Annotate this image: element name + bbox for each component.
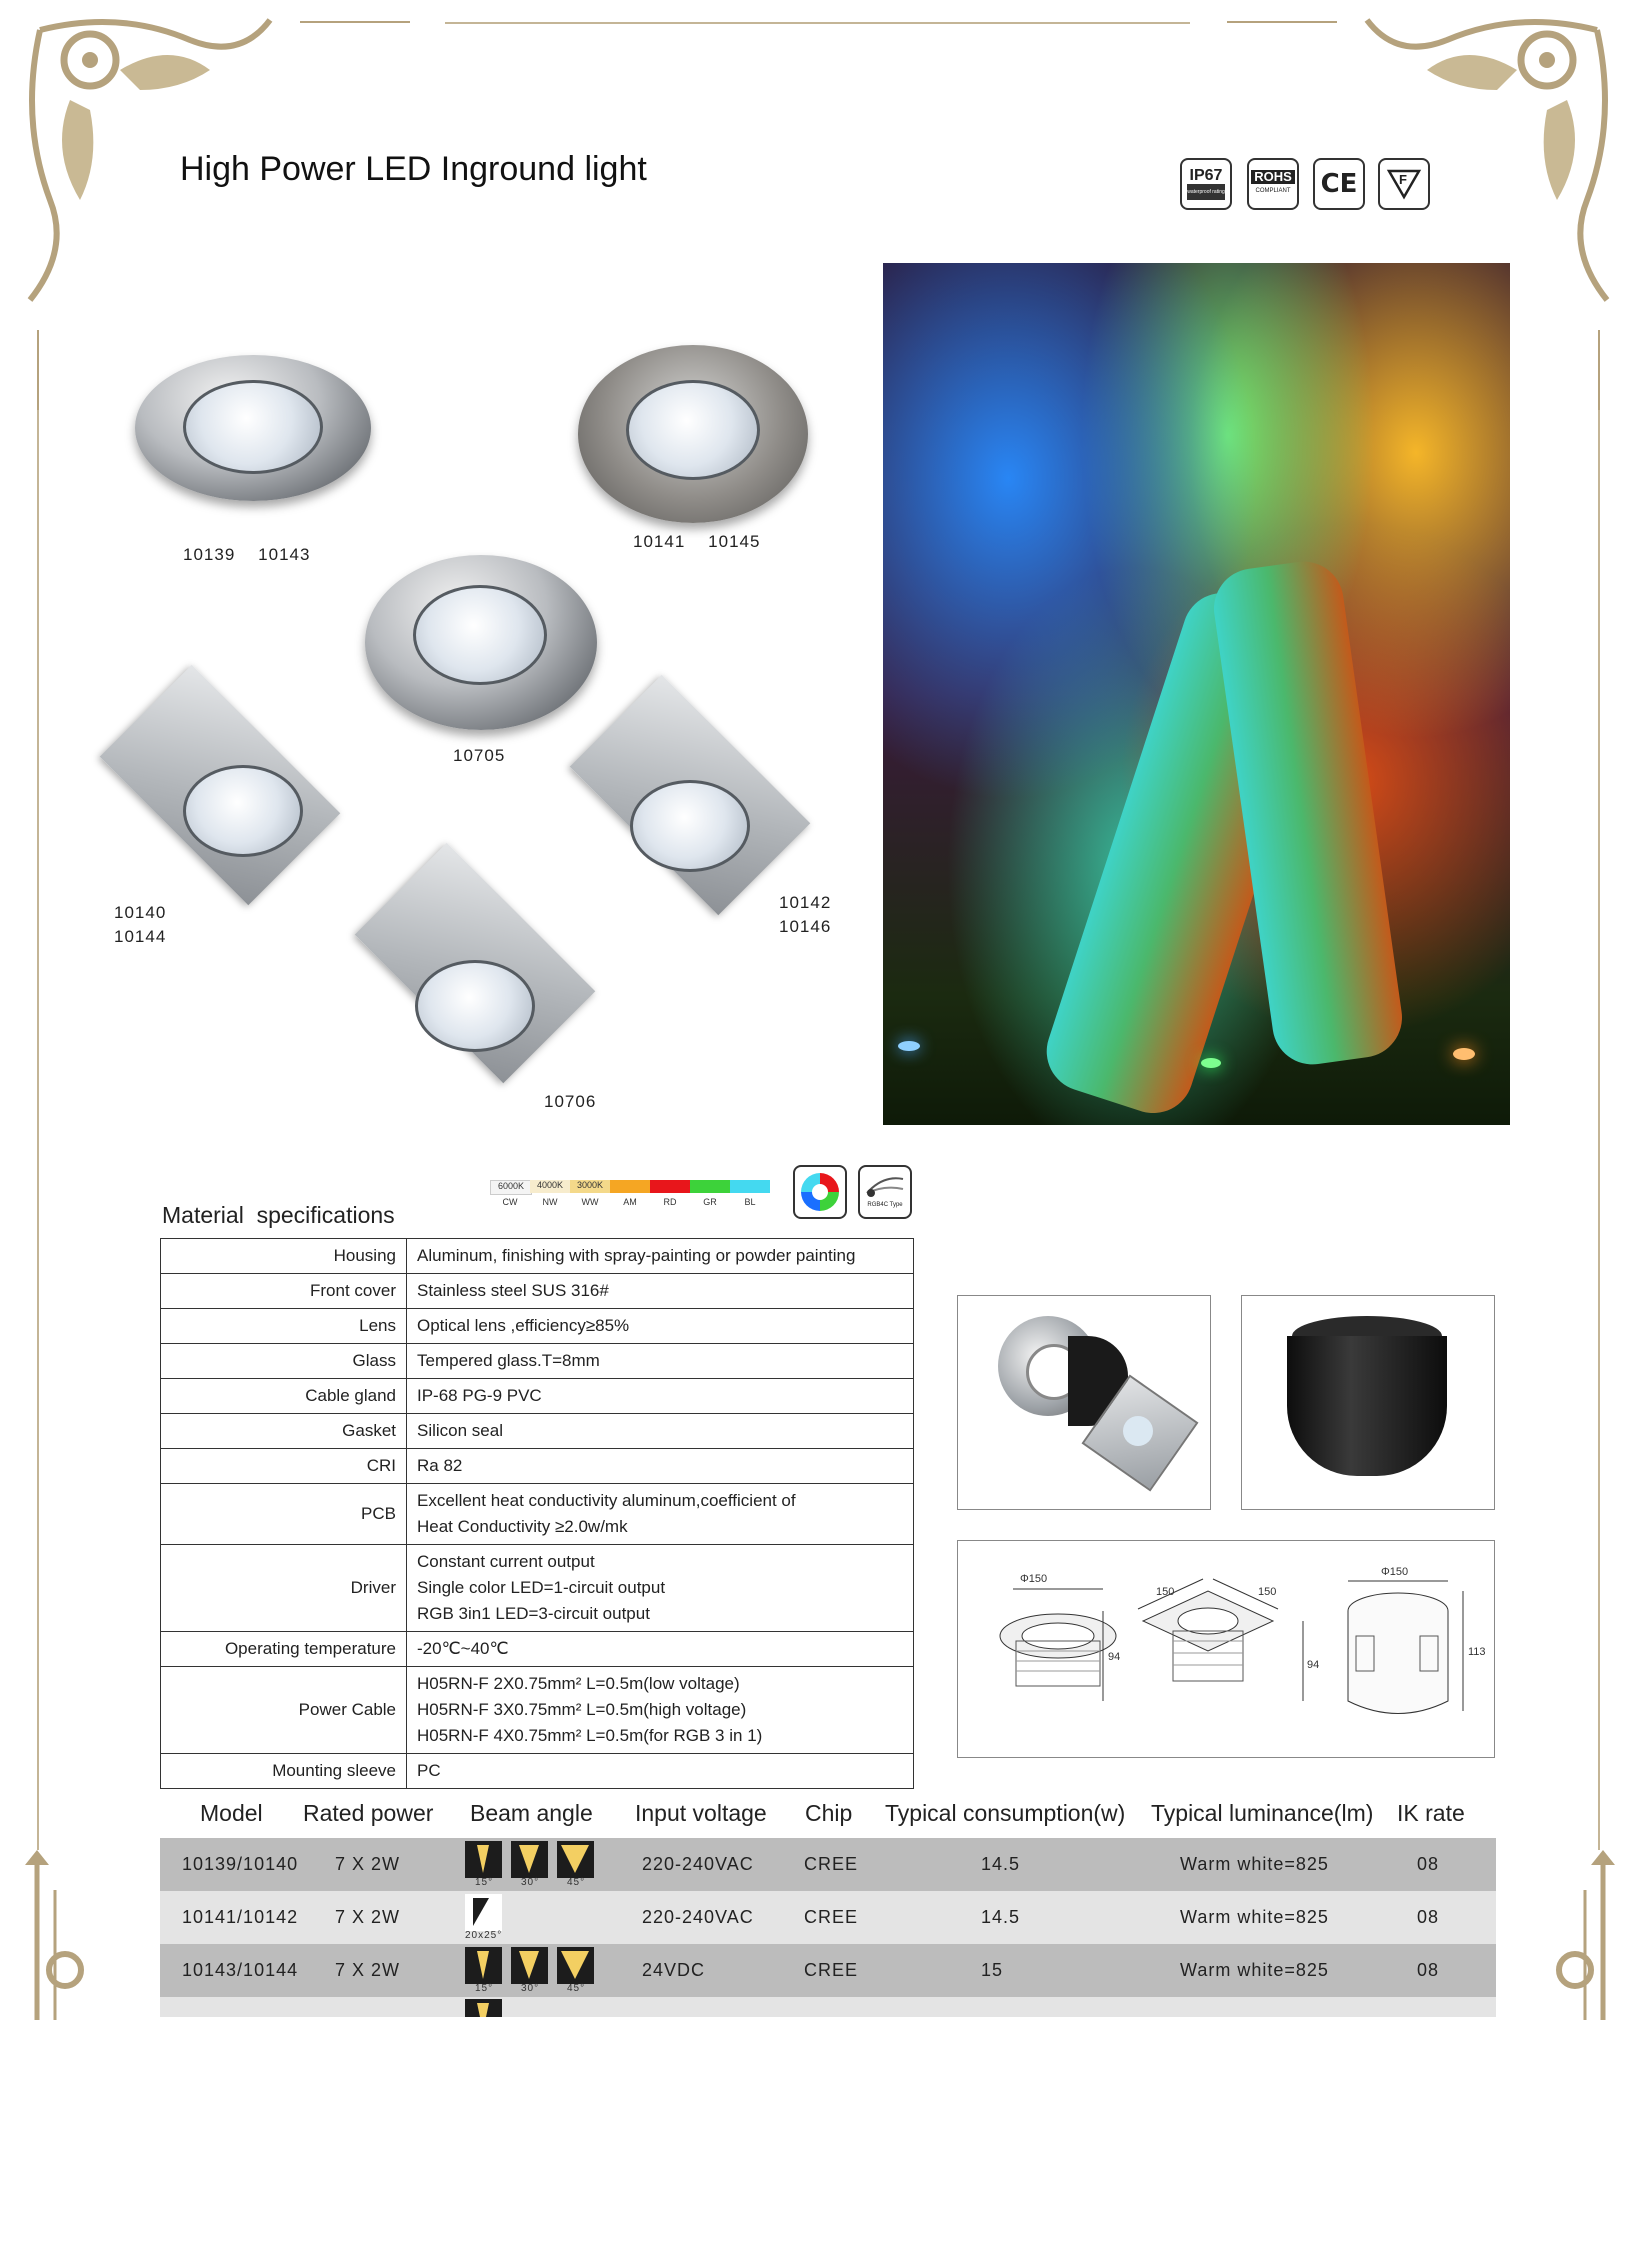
cell-input-voltage: 220-240VAC — [642, 1854, 754, 1874]
table-row — [160, 1838, 1496, 1891]
page-title: High Power LED Inground light — [180, 150, 647, 188]
beam-label: 45° — [567, 1983, 586, 1994]
beam-icon-partial — [465, 1999, 502, 2017]
sleeve-height-label: 113 — [1468, 1646, 1486, 1658]
beam-label: 30° — [521, 1877, 540, 1888]
swatch-nw: 4000K — [530, 1180, 570, 1193]
cell-luminance: Warm white=825 — [1180, 1854, 1329, 1874]
swatch-ww: 3000K — [570, 1180, 610, 1193]
swatch-label-ww: WW — [581, 1197, 599, 1207]
material-specifications-table — [160, 1238, 914, 1789]
swatch-am — [610, 1180, 650, 1193]
material-specifications-title: Material specifications — [162, 1202, 395, 1228]
left-border-line — [37, 410, 39, 1850]
rgb-color-wheel-icon — [793, 1165, 847, 1219]
lamp-with-sleeve-image — [957, 1295, 1211, 1510]
round-lamp-a-caption: 10139 10143 — [183, 545, 311, 564]
ip67-sublabel: waterproof rating — [1187, 184, 1225, 200]
beam-angle-icons — [465, 1838, 605, 1891]
square-lamp-a-caption-1: 10140 — [114, 903, 167, 922]
round-lamp-image-c — [365, 555, 597, 730]
cell-model: 10141/10142 — [182, 1907, 299, 1927]
beam-label: 15° — [475, 1877, 494, 1888]
beam-15-icon — [465, 1841, 502, 1878]
table-row: Operating temperature -20℃~40℃ — [161, 1632, 914, 1667]
table-row: Power Cable H05RN-F 2X0.75mm² L=0.5m(low voltage) H05RN-F 3X0.75mm² L=0.5m(high voltage) H05RN-F 4X0.75mm² L=0.5m(for RGB 3 in 1) — [161, 1667, 914, 1754]
round-lamp-b-caption: 10141 10145 — [633, 532, 761, 551]
beam-label: 45° — [567, 1877, 586, 1888]
cell-luminance: Warm white=825 — [1180, 1907, 1329, 1927]
top-divider-line — [445, 22, 1190, 24]
beam-label: 15° — [475, 1983, 494, 1994]
beam-45-icon — [557, 1947, 594, 1984]
rohs-label: ROHS — [1251, 170, 1295, 184]
table-row: Housing Aluminum, finishing with spray-painting or powder painting — [161, 1239, 914, 1274]
cell-luminance: Warm white=825 — [1180, 1960, 1329, 1980]
beam-30-icon — [511, 1841, 548, 1878]
f-mark-certification-badge — [1378, 158, 1430, 210]
swatch-rd — [650, 1180, 690, 1193]
table-row: Cable gland IP-68 PG-9 PVC — [161, 1379, 914, 1414]
cell-consumption: 15 — [981, 1960, 1004, 1980]
beam-label: 20x25° — [465, 1930, 503, 1941]
square-lamp-b-lens — [630, 780, 750, 872]
swatch-label-nw: NW — [542, 1197, 558, 1207]
table-row — [160, 1944, 1496, 1997]
table-row: Driver Constant current output Single color LED=1-circuit output RGB 3in1 LED=3-circuit output — [161, 1545, 914, 1632]
cell-chip: CREE — [804, 1960, 859, 1980]
table-row: Gasket Silicon seal — [161, 1414, 914, 1449]
swatch-label-rd: RD — [663, 1197, 677, 1207]
table-row: Front cover Stainless steel SUS 316# — [161, 1274, 914, 1309]
cell-rated-power: 7 X 2W — [335, 1907, 401, 1927]
round-height-label: 94 — [1108, 1651, 1121, 1663]
cell-chip: CREE — [804, 1907, 859, 1927]
square-lamp-a-caption-2: 10144 — [114, 927, 167, 946]
cell-model: 10139/10140 — [182, 1854, 299, 1874]
dimension-drawings — [957, 1540, 1495, 1758]
column-header-chip: Chip — [805, 1800, 853, 1826]
square-lamp-b-caption-2: 10146 — [779, 917, 832, 936]
beam-15-icon — [465, 1947, 502, 1984]
square-lamp-c-caption: 10706 — [544, 1092, 597, 1111]
mounting-sleeve-image — [1241, 1295, 1495, 1510]
column-header-input-voltage: Input voltage — [635, 1800, 767, 1826]
swatch-label-cw: CW — [502, 1197, 518, 1207]
round-diameter-label: Φ150 — [1020, 1573, 1048, 1585]
model-table-header — [0, 1800, 1637, 1840]
beam-45-icon — [557, 1841, 594, 1878]
rohs-certification-badge — [1247, 158, 1299, 210]
rgb4c-type-icon — [858, 1165, 912, 1219]
column-header-model: Model — [200, 1800, 263, 1826]
rgb4c-type-label: RGB4C Type — [867, 1202, 903, 1208]
cell-rated-power: 7 X 2W — [335, 1854, 401, 1874]
table-row — [160, 1891, 1496, 1944]
swatch-label-am: AM — [623, 1197, 637, 1207]
ornament-bottom-right — [1545, 1850, 1625, 2020]
square-lamp-b-caption-1: 10142 — [779, 893, 832, 912]
square-height-label: 94 — [1307, 1659, 1320, 1671]
square-width-label: 150 — [1156, 1586, 1175, 1598]
table-row-partial — [160, 1997, 1496, 2017]
cell-ik-rate: 08 — [1417, 1854, 1440, 1874]
swatch-bl — [730, 1180, 770, 1193]
table-row: CRI Ra 82 — [161, 1449, 914, 1484]
rohs-sublabel: COMPLIANT — [1255, 188, 1291, 194]
column-header-typical-consumption: Typical consumption(w) — [885, 1800, 1126, 1826]
cell-consumption: 14.5 — [981, 1854, 1021, 1874]
ce-certification-badge — [1313, 158, 1365, 210]
cell-rated-power: 7 X 2W — [335, 1960, 401, 1980]
ip67-label: IP67 — [1189, 167, 1223, 184]
beam-20x25-icon — [465, 1894, 502, 1931]
right-border-line — [1598, 410, 1600, 1850]
square-lamp-a-lens — [183, 765, 303, 857]
ip67-certification-badge — [1180, 158, 1232, 210]
square-depth-label: 150 — [1258, 1586, 1277, 1598]
beam-angle-icons — [465, 1891, 605, 1944]
round-lamp-image-a — [135, 355, 371, 501]
table-row: Mounting sleeve PC — [161, 1754, 914, 1789]
f-mark-label: F — [1399, 172, 1407, 187]
swatch-gr — [690, 1180, 730, 1193]
round-lamp-image-b — [578, 345, 808, 523]
cell-model: 10143/10144 — [182, 1960, 299, 1980]
cell-consumption: 14.5 — [981, 1907, 1021, 1927]
column-header-beam-angle: Beam angle — [470, 1800, 593, 1826]
sleeve-diameter-label: Φ150 — [1381, 1566, 1409, 1578]
table-row: PCB Excellent heat conductivity aluminum,coefficient of Heat Conductivity ≥2.0w/mk — [161, 1484, 914, 1545]
cell-ik-rate: 08 — [1417, 1960, 1440, 1980]
swatch-label-bl: BL — [744, 1197, 756, 1207]
beam-30-icon — [511, 1947, 548, 1984]
beam-label: 30° — [521, 1983, 540, 1994]
column-header-typical-luminance: Typical luminance(lm) — [1151, 1800, 1374, 1826]
swatch-label-gr: GR — [703, 1197, 717, 1207]
beam-angle-icons — [465, 1944, 605, 1997]
ornament-bottom-left — [15, 1850, 95, 2020]
round-lamp-c-caption: 10705 — [453, 746, 506, 765]
swatch-cw: 6000K — [490, 1180, 532, 1195]
ce-label: CE — [1320, 169, 1358, 199]
square-lamp-c-lens — [415, 960, 535, 1052]
cell-chip: CREE — [804, 1854, 859, 1874]
table-row: Lens Optical lens ,efficiency≥85% — [161, 1309, 914, 1344]
column-header-rated-power: Rated power — [303, 1800, 434, 1826]
column-header-ik-rate: IK rate — [1397, 1800, 1465, 1826]
cell-input-voltage: 24VDC — [642, 1960, 706, 1980]
table-row: Glass Tempered glass.T=8mm — [161, 1344, 914, 1379]
cell-input-voltage: 220-240VAC — [642, 1907, 754, 1927]
cell-ik-rate: 08 — [1417, 1907, 1440, 1927]
tree-illumination-photo — [883, 263, 1510, 1125]
